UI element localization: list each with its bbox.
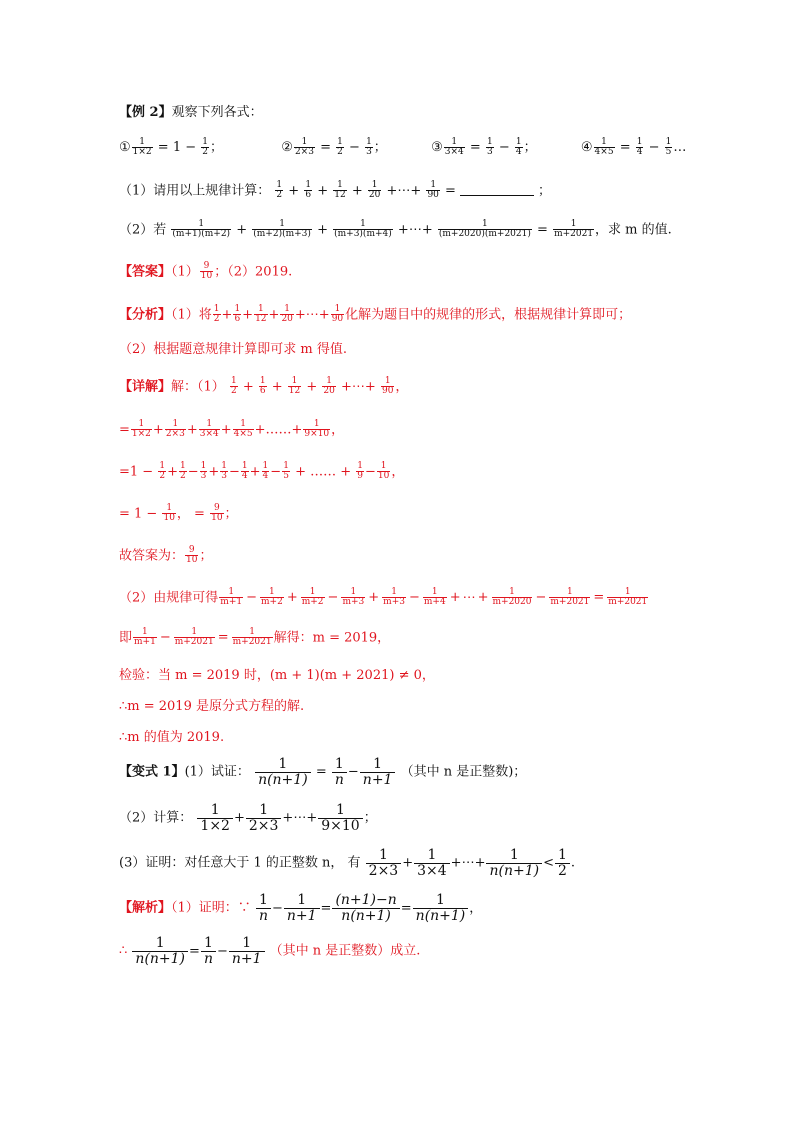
fraction: $\frac{1}{m+2021}$ <box>608 587 648 608</box>
fraction: $\frac{1}{90}$ <box>427 180 439 201</box>
fraction: $\frac{1}{1\times 2}$ <box>197 803 233 833</box>
fraction: $\frac{1}{(m+3)(m+4)}$ <box>334 219 392 240</box>
fraction: $\frac{1}{4}$ <box>262 461 269 482</box>
fraction: $\frac{1}{20}$ <box>281 304 293 325</box>
answer-heading: 【答案】 <box>119 264 172 280</box>
fraction: $\frac{1}{n}$ <box>332 757 347 787</box>
fraction: $\frac{1}{12}$ <box>334 180 346 201</box>
fraction: $\frac{1}{2}$ <box>555 848 570 878</box>
fraction: $\frac{1}{4}$ <box>515 137 522 158</box>
fraction: $\frac{1}{n(n+1)}$ <box>413 893 469 923</box>
detail-line-2: = $\frac{1}{1\times 2}$ + $\frac{1}{2\times 3}$ + $\frac{1}{3\times 4}$ + $\frac{1}{4\times 5}$ +……+ $\frac{1}{9\times 10}$ ， <box>119 419 345 440</box>
example-formulas <box>119 138 686 158</box>
example-intro: 观察下列各式： <box>171 105 263 120</box>
fraction: $\frac{1}{2\times 3}$ <box>165 419 185 440</box>
variant-question-3: (3）证明：对任意大于 1 的正整数 n， 有 $\frac{1}{2\times 3}$ + $\frac{1}{3\times 4}$ +⋯+ $\frac{1}{n(n+1)}$ < $\frac{1}{2}$ . <box>119 847 576 879</box>
variant-question-2: （2）计算： $\frac{1}{1\times 2}$ + $\frac{1}{2\times 3}$ +⋯+ $\frac{1}{9\times 10}$ ； <box>119 802 377 834</box>
fraction: $\frac{1}{m+1}$ <box>134 627 156 648</box>
analysis-heading: 【分析】 <box>119 307 172 323</box>
variant-heading: 【变式 1】 <box>119 764 185 780</box>
detail-line-5: 故答案为： $\frac{9}{10}$ ； <box>119 545 213 566</box>
fraction: $\frac{1}{9\times 10}$ <box>318 803 362 833</box>
fraction: $\frac{1}{n+1}$ <box>360 757 396 787</box>
example-question-1: （1）请用以上规律计算： $\frac{1}{2}$ + $\frac{1}{6}$ + $\frac{1}{12}$ + $\frac{1}{20}$ +⋯+ $\frac{1}{90}$ = ； <box>119 180 551 201</box>
fraction: $\frac{1}{4}$ <box>241 461 248 482</box>
analysis-line-2: （2）根据题意规律计算即可求 m 得值. <box>119 342 347 357</box>
solution-line-1: 【解析】（1）证明：∵ $\frac{1}{n}$ − $\frac{1}{n+1}$ = $\frac{(n+1)-n}{n(n+1)}$ = $\frac{1}{n(n+1)}$ ， <box>119 892 483 924</box>
fraction: $\frac{1}{5}$ <box>283 461 289 482</box>
detail-line-1: 【详解】解：（1） $\frac{1}{2}$ + $\frac{1}{6}$ + $\frac{1}{12}$ + $\frac{1}{20}$ +⋯+ $\frac{1}{90}$ ， <box>119 376 409 397</box>
detail-heading: 【详解】 <box>119 379 172 395</box>
fraction: $\frac{1}{(m+1)(m+2)}$ <box>172 219 231 240</box>
fraction: $\frac{1}{n+1}$ <box>229 936 265 966</box>
fraction: $\frac{1}{(m+2020)(m+2021)}$ <box>438 219 531 240</box>
fraction: $\frac{1}{90}$ <box>331 304 344 325</box>
fraction: $\frac{1}{m+2021}$ <box>554 219 594 240</box>
fraction: $\frac{1}{2}$ <box>337 137 343 158</box>
fraction: $\frac{1}{6}$ <box>259 376 266 397</box>
example-heading: 【例 2】 <box>119 105 172 120</box>
fraction: $\frac{1}{3}$ <box>366 137 372 158</box>
solution-line-2: ∴ $\frac{1}{n(n+1)}$ = $\frac{1}{n}$ − $\frac{1}{n+1}$ （其中 n 是正整数）成立. <box>119 935 421 967</box>
fraction: $\frac{1}{2\times 3}$ <box>246 803 282 833</box>
detail-line-7: 即 $\frac{1}{m+1}$ − $\frac{1}{m+2021}$ = $\frac{1}{m+2021}$ 解得：m = 2019， <box>119 627 391 648</box>
fraction: $\frac{1}{20}$ <box>323 376 335 397</box>
fraction: $\frac{1}{90}$ <box>381 376 394 397</box>
formula-1: ① $\frac{1}{1\times 2}$ = 1 − $\frac{1}{2}$ ； <box>119 137 224 158</box>
fraction: $\frac{1}{9\times 10}$ <box>304 419 330 440</box>
fraction: $\frac{1}{3\times 4}$ <box>199 419 219 440</box>
formula-3: ③ $\frac{1}{3\times 4}$ = $\frac{1}{3}$ − $\frac{1}{4}$ ； <box>431 137 537 158</box>
fraction: $\frac{1}{m+4}$ <box>423 587 446 608</box>
fraction: $\frac{1}{2}$ <box>202 137 208 158</box>
fraction: $\frac{1}{3}$ <box>221 461 227 482</box>
variant-question-1: 【变式 1】(1）试证： $\frac{1}{n(n+1)}$ = $\frac{1}{n}$ − $\frac{1}{n+1}$ （其中 n 是正整数)； <box>119 756 527 788</box>
fraction: $\frac{1}{3\times 4}$ <box>444 137 464 158</box>
fraction: $\frac{1}{2}$ <box>159 461 166 482</box>
detail-line-4: = 1 − $\frac{1}{10}$ ， = $\frac{9}{10}$ ； <box>119 503 238 524</box>
fraction: $\frac{1}{10}$ <box>163 503 175 524</box>
fraction: $\frac{1}{2}$ <box>230 376 237 397</box>
fraction: $\frac{1}{m+1}$ <box>220 587 243 608</box>
fraction: $\frac{1}{12}$ <box>255 304 267 325</box>
fraction: $\frac{1}{6}$ <box>305 180 312 201</box>
fraction: $\frac{1}{n(n+1)}$ <box>486 848 542 878</box>
formula-4: ④ $\frac{1}{4\times 5}$ = $\frac{1}{4}$ − $\frac{1}{5}$ … <box>580 137 687 158</box>
fraction: $\frac{1}{m+2}$ <box>301 587 324 608</box>
fraction: $\frac{1}{m+3}$ <box>342 587 365 608</box>
fraction: $\frac{1}{m+2021}$ <box>550 587 590 608</box>
fraction: $\frac{1}{1\times 2}$ <box>131 419 151 440</box>
fraction: $\frac{1}{2}$ <box>276 180 283 201</box>
fraction: $\frac{1}{m+2}$ <box>261 587 283 608</box>
fraction: $\frac{1}{4\times 5}$ <box>233 419 253 440</box>
analysis-line-1: 【分析】（1）将 $\frac{1}{2}$ + $\frac{1}{6}$ + $\frac{1}{12}$ + $\frac{1}{20}$ +⋯+ $\frac{1}{90}$ 化解为题目中的规律的形式，根据规律计算即可； <box>119 304 632 325</box>
fraction: $\frac{1}{3}$ <box>486 137 493 158</box>
answer-blank <box>460 195 534 196</box>
solution-heading: 【解析】 <box>119 900 172 916</box>
fraction: $\frac{1}{2}$ <box>179 461 186 482</box>
fraction: $\frac{1}{2\times 3}$ <box>294 137 314 158</box>
fraction: $\frac{1}{4\times 5}$ <box>594 137 614 158</box>
fraction: $\frac{1}{4}$ <box>636 137 643 158</box>
fraction: $\frac{9}{10}$ <box>211 503 223 524</box>
fraction: $\frac{1}{(m+2)(m+3)}$ <box>253 219 311 240</box>
fraction: $\frac{1}{m+2021}$ <box>174 627 214 648</box>
detail-line-3: =1 − $\frac{1}{2}$ + $\frac{1}{2}$ − $\frac{1}{3}$ + $\frac{1}{3}$ − $\frac{1}{4}$ + $\frac{1}{4}$ − $\frac{1}{5}$ + …… + $\frac{1}{9}$ − $\frac{1}{10}$ ， <box>119 461 405 482</box>
fraction: $\frac{1}{m+3}$ <box>383 587 405 608</box>
fraction: $\frac{1}{20}$ <box>368 180 381 201</box>
fraction: $\frac{1}{12}$ <box>288 376 301 397</box>
fraction: $\frac{1}{n(n+1)}$ <box>255 757 311 787</box>
fraction: $\frac{1}{6}$ <box>234 304 241 325</box>
fraction: $\frac{1}{3\times 4}$ <box>414 848 450 878</box>
fraction: $\frac{1}{m+2020}$ <box>492 587 532 608</box>
fraction: $\frac{1}{n}$ <box>256 893 271 923</box>
fraction: $\frac{1}{m+2021}$ <box>232 627 272 648</box>
answer-line: 【答案】（1） $\frac{9}{10}$ ；（2）2019. <box>119 261 293 282</box>
fraction: $\frac{9}{10}$ <box>186 545 198 566</box>
fraction: $\frac{1}{3}$ <box>200 461 207 482</box>
detail-line-6: （2）由规律可得 $\frac{1}{m+1}$ − $\frac{1}{m+2}$ + $\frac{1}{m+2}$ − $\frac{1}{m+3}$ + $\frac{1}{m+3}$ − $\frac{1}{m+4}$ + ⋯ + $\frac{1}{m+2020}$ − $\frac{1}{m+2021}$ = $\frac{1}{m+2021}$ <box>119 587 648 608</box>
detail-line-10: ∴m 的值为 2019. <box>119 730 225 745</box>
fraction: $\frac{9}{10}$ <box>200 261 213 282</box>
fraction: $\frac{1}{n}$ <box>201 936 216 966</box>
fraction: $\frac{1}{n(n+1)}$ <box>132 936 188 966</box>
fraction: $\frac{1}{n+1}$ <box>284 893 320 923</box>
fraction: $\frac{1}{10}$ <box>377 461 390 482</box>
fraction: $\frac{1}{5}$ <box>665 137 672 158</box>
example-question-2: （2）若 $\frac{1}{(m+1)(m+2)}$ + $\frac{1}{(m+2)(m+3)}$ + $\frac{1}{(m+3)(m+4)}$ +⋯+ $\frac{1}{(m+2020)(m+2021)}$ = $\frac{1}{m+2021}$ ，求 m 的值. <box>119 219 672 240</box>
fraction: $\frac{1}{2\times 3}$ <box>366 848 402 878</box>
example-heading-line <box>119 103 263 123</box>
fraction: $\frac{1}{2}$ <box>213 304 220 325</box>
detail-line-9: ∴m = 2019 是原分式方程的解. <box>119 699 305 714</box>
detail-line-8: 检验：当 m = 2019 时，(m + 1)(m + 2021) ≠ 0， <box>119 668 435 683</box>
fraction: $\frac{(n+1)-n}{n(n+1)}$ <box>332 893 399 923</box>
fraction: $\frac{1}{9}$ <box>357 461 363 482</box>
fraction: $\frac{1}{1\times 2}$ <box>132 137 152 158</box>
formula-2: ② $\frac{1}{2\times 3}$ = $\frac{1}{2}$ − $\frac{1}{3}$ ； <box>281 137 387 158</box>
